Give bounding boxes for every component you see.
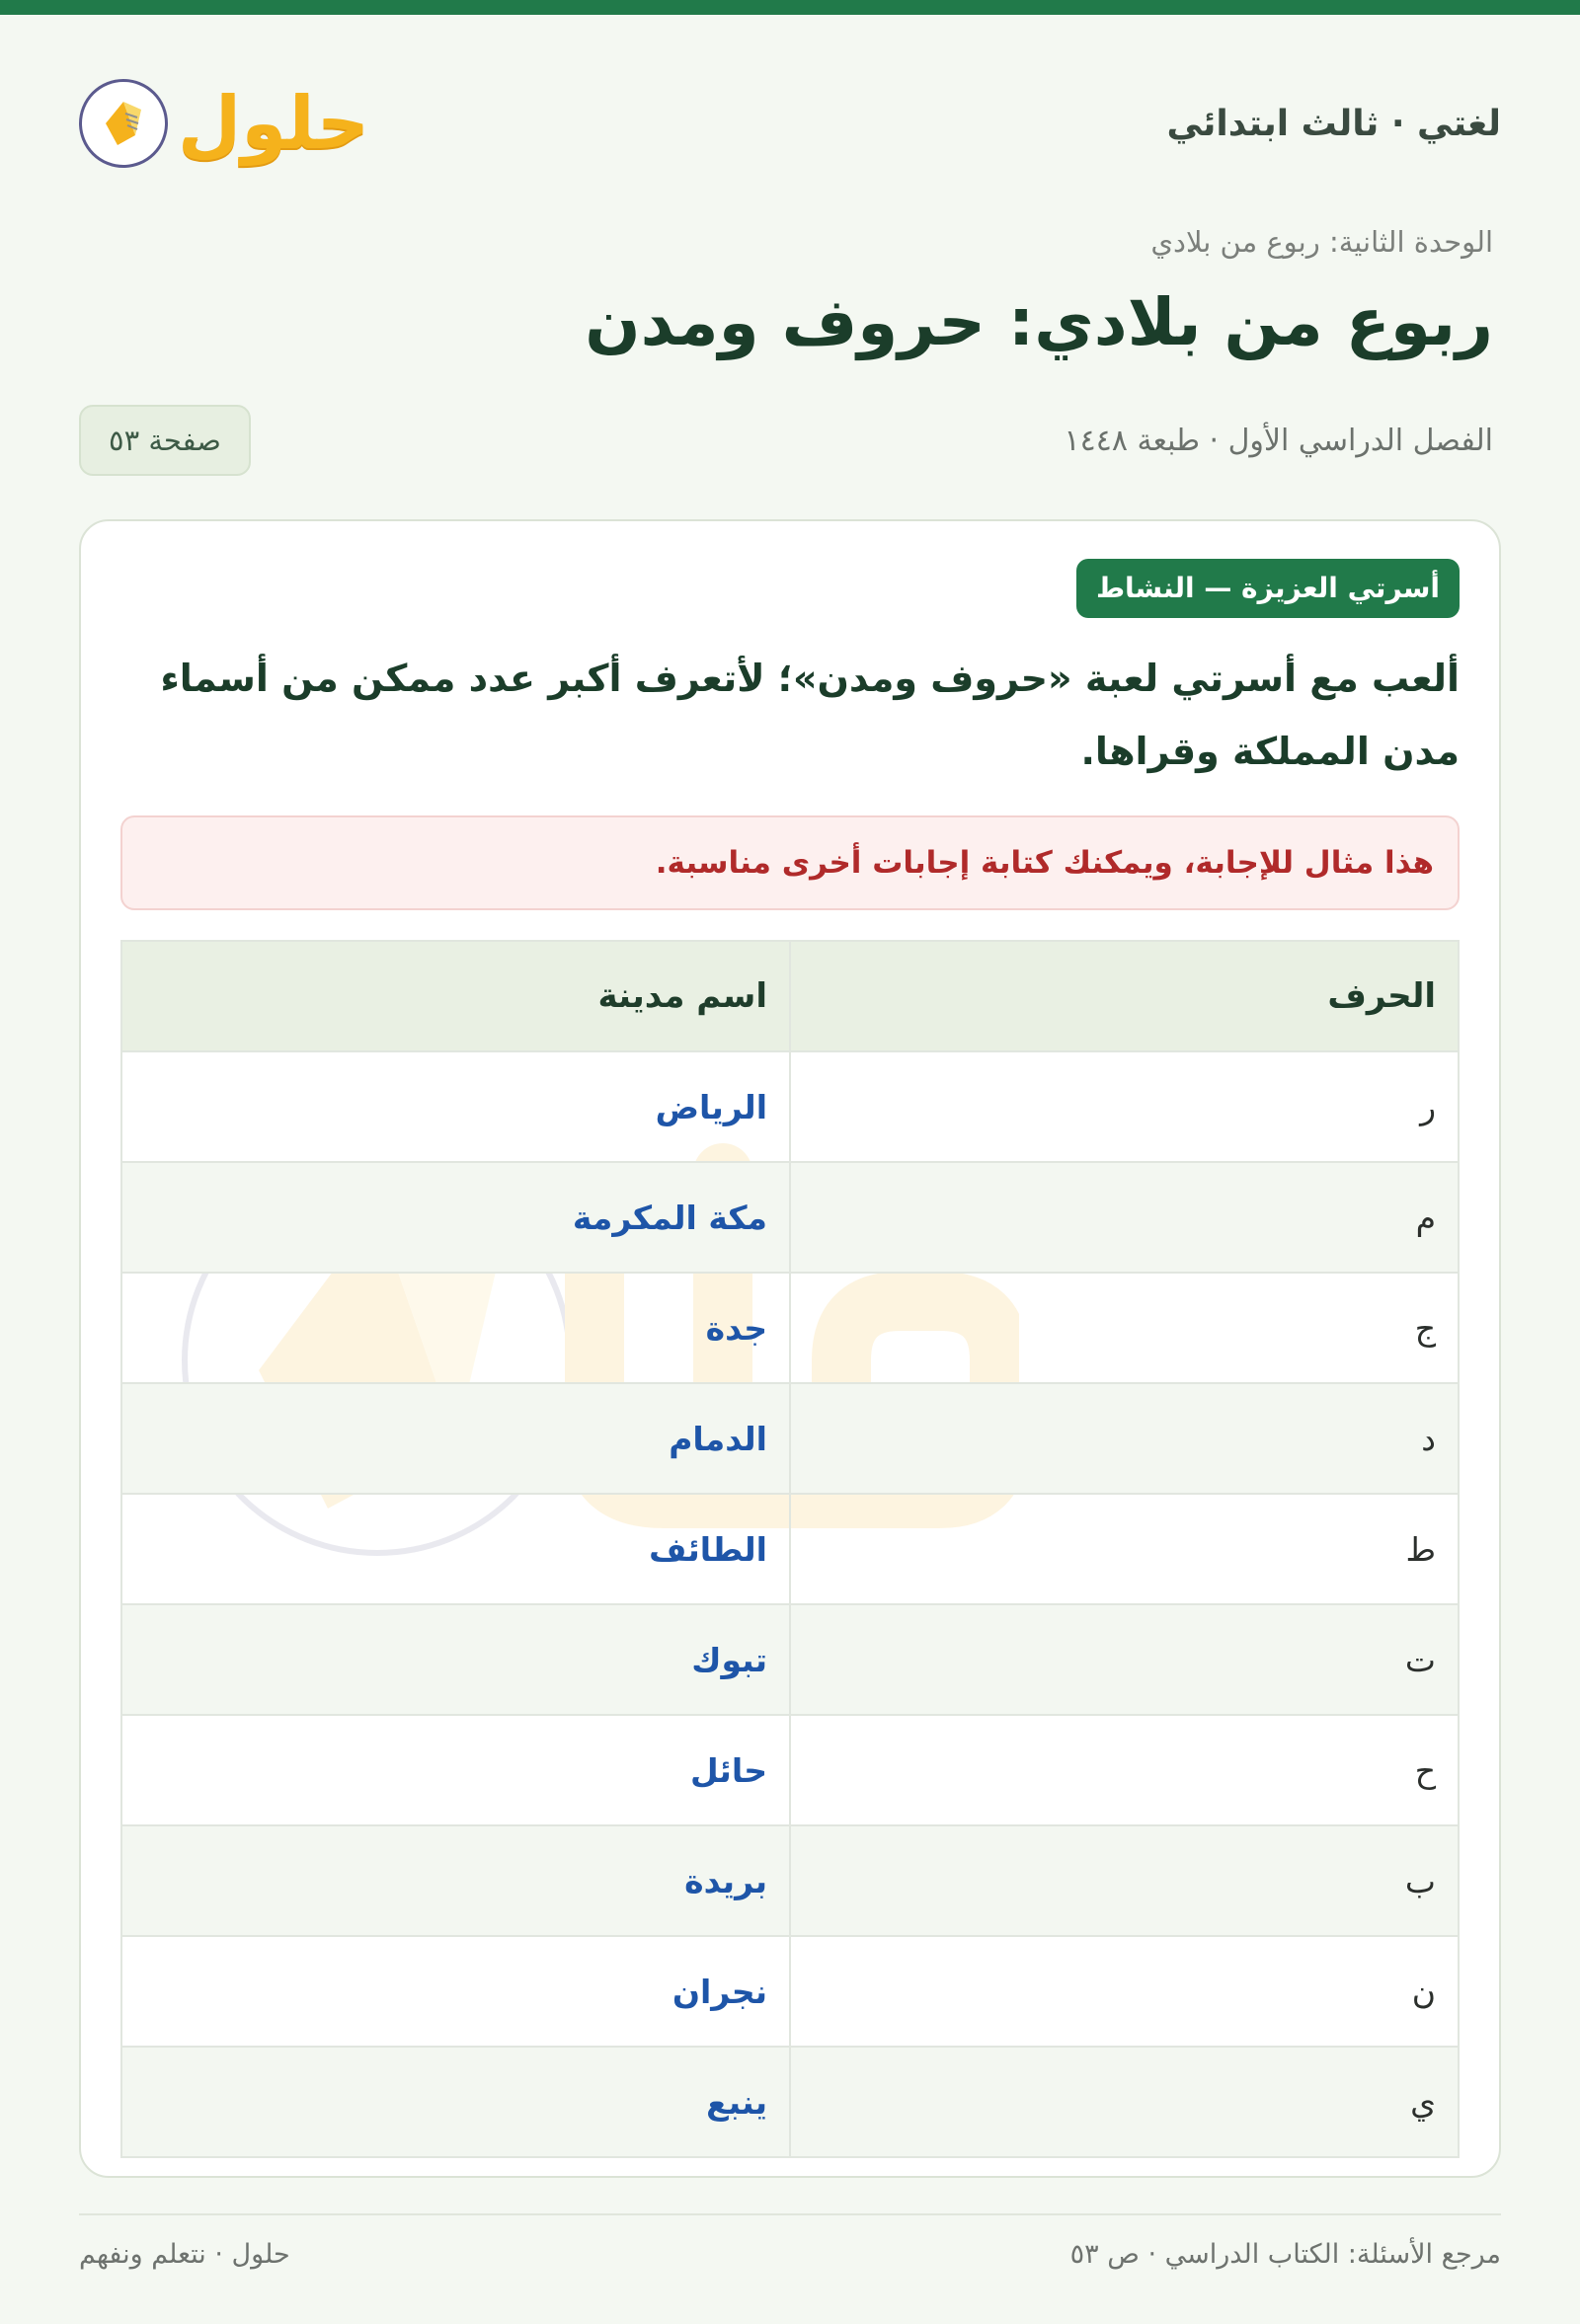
table-row [121,1494,1459,1604]
logo-text: حلول [178,81,370,166]
table-row [121,1273,1459,1383]
city-cell: مكة المكرمة [121,1162,790,1273]
city-cell: الرياض [121,1051,790,1162]
table-row [121,1715,1459,1825]
term-label: الفصل الدراسي الأول · طبعة ١٤٤٨ [1064,423,1493,458]
letter-cell: ب [790,1825,1459,1936]
city-cell: الدمام [121,1383,790,1494]
city-cell: بريدة [121,1825,790,1936]
letter-cell: ح [790,1715,1459,1825]
letter-cell: ن [790,1936,1459,2047]
header-letter: الحرف [790,941,1459,1051]
header-city: اسم مدينة [121,941,790,1051]
footer-brand: حلول · نتعلم ونفهم [79,2239,290,2270]
letter-cell: ط [790,1494,1459,1604]
table-row [121,1604,1459,1715]
table-header-row [121,941,1459,1051]
city-cell: ينبع [121,2047,790,2157]
answer-note: هذا مثال للإجابة، ويمكنك كتابة إجابات أخرى مناسبة. [120,815,1460,910]
letter-cell: د [790,1383,1459,1494]
footer-reference: مرجع الأسئلة: الكتاب الدراسي · ص ٥٣ [1069,2239,1501,2270]
letter-cell: ت [790,1604,1459,1715]
table-row [121,1383,1459,1494]
page-badge: صفحة ٥٣ [79,405,251,476]
page-title: ربوع من بلادي: حروف ومدن [585,284,1493,360]
unit-label: الوحدة الثانية: ربوع من بلادي [1150,225,1493,259]
table-row [121,1825,1459,1936]
page-header [79,69,1501,178]
activity-card [79,519,1501,2178]
table-row [121,2047,1459,2157]
table-row [121,1936,1459,2047]
letters-cities-table [120,940,1460,2158]
footer-divider [79,2213,1501,2215]
activity-tag: أسرتي العزيزة — النشاط [1076,559,1460,618]
page-footer [79,2239,1501,2270]
letter-cell: ر [790,1051,1459,1162]
letter-cell: ي [790,2047,1459,2157]
question-text: ألعب مع أسرتي لعبة «حروف ومدن»؛ لأتعرف أكبر عدد ممكن من أسماء مدن المملكة وقراها. [160,657,1460,773]
city-cell: تبوك [121,1604,790,1715]
letter-cell: ج [790,1273,1459,1383]
city-cell: الطائف [121,1494,790,1604]
subject-label: لغتي · ثالث ابتدائي [1166,103,1501,144]
logo[interactable] [79,79,369,168]
city-cell: حائل [121,1715,790,1825]
top-accent-bar [0,0,1580,15]
book-icon [79,79,168,168]
table-row [121,1162,1459,1273]
letter-cell: م [790,1162,1459,1273]
table-row [121,1051,1459,1162]
city-cell: نجران [121,1936,790,2047]
meta-row [79,405,1493,476]
city-cell: جدة [121,1273,790,1383]
